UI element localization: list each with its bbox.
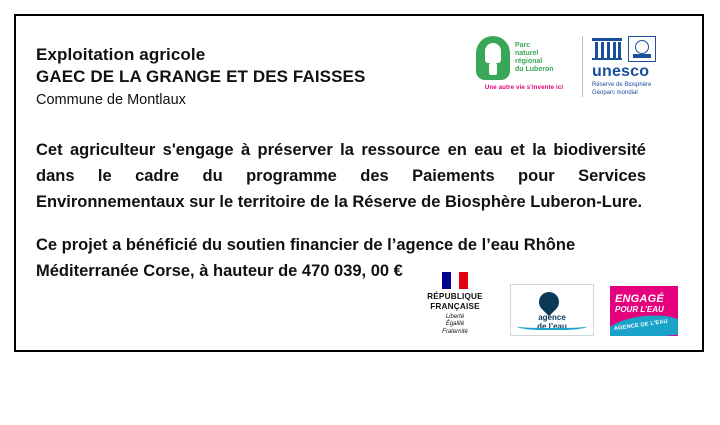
agence-line2: de l’eau bbox=[537, 322, 567, 332]
logo-parc-naturel-regional-luberon bbox=[476, 36, 572, 91]
rf-motto-line2: Égalité bbox=[445, 321, 465, 327]
pnr-line2: naturel bbox=[515, 49, 539, 57]
parc-naturel-mark-icon bbox=[476, 36, 510, 80]
engage-line2: POUR L’EAU bbox=[615, 305, 664, 314]
title-block bbox=[36, 34, 365, 111]
rf-motto-line1: Liberté bbox=[445, 313, 465, 320]
wave-icon bbox=[517, 321, 587, 330]
unesco-temple-icon bbox=[592, 36, 622, 62]
header-logos bbox=[476, 34, 686, 97]
unesco-wordmark: unesco bbox=[592, 63, 650, 80]
document-content bbox=[36, 34, 686, 342]
engage-ribbon-text: AGENCE DE L’EAU bbox=[613, 318, 669, 333]
unesco-sub-line2: Géoparc mondial bbox=[592, 89, 638, 96]
logo-engage-pour-leau bbox=[610, 286, 678, 336]
pnr-tagline: Une autre vie s'invente ici bbox=[484, 84, 564, 91]
document-panel bbox=[14, 14, 704, 352]
page-title-line2: GAEC DE LA GRANGE ET DES FAISSES bbox=[36, 67, 366, 87]
engage-ribbon bbox=[610, 312, 678, 336]
paragraph-engagement: Cet agriculteur s'engage à préserver la ressource en eau et la biodiversité dans le cadre du programme des Paiements pour Services Environnementaux sur le territoire de la Réserve de Biosphère Luberon-Lure. bbox=[36, 140, 646, 212]
rf-line1: RÉPUBLIQUE bbox=[427, 292, 483, 302]
page-subtitle-commune: Commune de Montlaux bbox=[36, 91, 186, 108]
document-body bbox=[36, 137, 686, 284]
logo-republique-francaise bbox=[416, 272, 494, 336]
logo-agence-de-leau bbox=[510, 284, 594, 336]
pnr-line1: Parc bbox=[515, 41, 531, 49]
agence-line1: agence bbox=[538, 313, 566, 322]
rf-motto-line3: Fraternité bbox=[442, 328, 468, 335]
paragraph-financement: Ce projet a bénéficié du soutien financier de l’agence de l’eau Rhône Méditerranée Corse, à hauteur de 470 039, 00 € bbox=[36, 235, 576, 280]
french-flag-icon bbox=[442, 272, 468, 289]
unesco-subtitle bbox=[592, 82, 686, 97]
rf-line2: FRANÇAISE bbox=[430, 301, 480, 311]
document-header bbox=[36, 34, 686, 111]
pnr-line3: régional bbox=[515, 58, 543, 65]
page-title-line1: Exploitation agricole bbox=[36, 45, 206, 64]
engage-line1: ENGAGÉ bbox=[615, 293, 664, 305]
unesco-sub-line1: Réserve de Biosphère bbox=[592, 82, 652, 88]
unesco-mab-emblem-icon bbox=[628, 36, 656, 62]
water-drop-icon bbox=[535, 288, 563, 316]
parc-naturel-wordmark bbox=[515, 42, 554, 75]
footer-logos bbox=[416, 272, 678, 336]
pnr-line4: du Luberon bbox=[515, 66, 554, 74]
logo-unesco bbox=[582, 36, 686, 97]
